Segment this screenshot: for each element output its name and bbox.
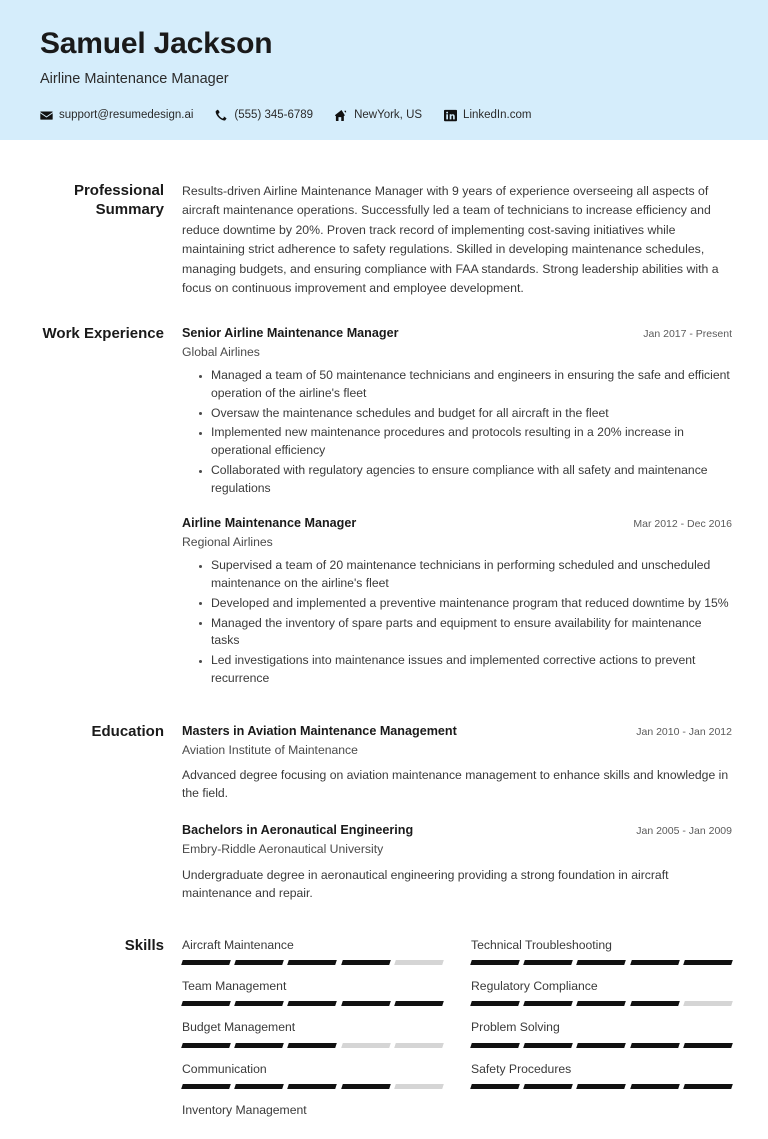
entry-title: Bachelors in Aeronautical Engineering (182, 823, 414, 838)
skill-name: Communication (182, 1061, 267, 1076)
resume-body (0, 182, 768, 1139)
skill-level-segment (181, 1043, 231, 1048)
entry-organization: Aviation Institute of Maintenance (182, 742, 358, 757)
entry-bullet: Implemented new maintenance procedures and protocols resulting in a 20% increase in operational efficiency (211, 424, 732, 460)
skill-level-segment (341, 960, 391, 965)
section-professional-summary (40, 182, 732, 299)
skill-level-segment (234, 1043, 284, 1048)
skill-level-segment (234, 1001, 284, 1006)
skill-name: Safety Procedures (471, 1061, 572, 1076)
skill-level-segment (234, 960, 284, 965)
entry-bullet: Led investigations into maintenance issues and implemented corrective actions to prevent recurrence (211, 652, 732, 688)
entry-title: Masters in Aviation Maintenance Management (182, 723, 457, 738)
phone-icon (215, 109, 228, 122)
entry-date: Mar 2012 - Dec 2016 (633, 517, 732, 530)
entry-date: Jan 2005 - Jan 2009 (636, 825, 732, 838)
skill-name: Team Management (182, 979, 287, 993)
skill-level-segment (470, 1001, 520, 1006)
skill-level-segment (470, 960, 520, 965)
skill-name: Technical Troubleshooting (471, 937, 612, 952)
skill-name: Aircraft Maintenance (182, 937, 294, 952)
section-label-summary: Professional Summary (73, 182, 164, 218)
skill-level-segment (341, 1084, 391, 1089)
work-entries (182, 325, 732, 690)
entry-bullet-list (182, 557, 732, 688)
section-education (40, 723, 732, 903)
skill-name: Inventory Management (182, 1103, 307, 1118)
skill-level-bar (182, 960, 443, 965)
skill-level-bar (182, 1084, 443, 1089)
contact-label: (555) 345-6789 (234, 109, 314, 122)
entry-bullet: Supervised a team of 20 maintenance technicians in performing scheduled and unscheduled maintenance on the airline's fleet (211, 557, 732, 593)
entry-organization: Regional Airlines (182, 534, 273, 549)
skill-level-segment (523, 1043, 573, 1048)
home-icon (335, 109, 348, 122)
skill-item (182, 1019, 443, 1060)
skill-level-segment (630, 1084, 680, 1089)
entry-title: Senior Airline Maintenance Manager (182, 325, 399, 340)
section-skills (40, 937, 732, 1139)
skill-level-bar (471, 1084, 732, 1089)
skill-level-segment (523, 1001, 573, 1006)
skill-level-bar (471, 1043, 732, 1048)
contact-item-home[interactable] (335, 109, 422, 122)
skill-item (471, 1061, 732, 1102)
skill-level-segment (683, 960, 733, 965)
skill-level-segment (394, 1084, 444, 1089)
entry-title: Airline Maintenance Manager (182, 515, 357, 530)
entry-bullet: Collaborated with regulatory agencies to ensure compliance with all safety and maintenance regulations (211, 462, 732, 498)
entry-header (182, 515, 732, 532)
summary-text: Results-driven Airline Maintenance Manager with 9 years of experience overseeing all aspects of aircraft maintenance operations. Successfully led a team of technicians to increase efficiency and reduce downtime by 20%. Proven track record of implementing cost-saving initiatives while maintaining strict adherence to safety regulations. Skilled in developing maintenance schedules, managing budgets, and ensuring compliance with FAA standards. Strong leadership abilities with a focus on continuous improvement and employee development. (182, 184, 719, 296)
education-entry (182, 822, 732, 902)
contact-item-envelope[interactable] (40, 109, 193, 122)
skill-level-segment (683, 1001, 733, 1006)
skill-level-segment (630, 960, 680, 965)
skill-item (471, 978, 732, 1019)
skill-level-segment (288, 960, 338, 965)
education-entries (182, 723, 732, 903)
education-entry (182, 723, 732, 803)
entry-bullet: Managed a team of 50 maintenance technicians and engineers in ensuring the safe and efficient operation of the airline's fleet (211, 367, 732, 403)
section-label-education: Education (91, 722, 164, 740)
skill-item (182, 1102, 443, 1138)
entry-header (182, 822, 732, 839)
skill-level-bar (471, 960, 732, 965)
work-entry (182, 515, 732, 688)
entry-description: Undergraduate degree in aeronautical engineering providing a strong foundation in aircraft maintenance and repair. (182, 867, 669, 900)
skill-level-segment (683, 1084, 733, 1089)
contact-item-linkedin[interactable] (444, 109, 531, 122)
skill-level-segment (470, 1043, 520, 1048)
entry-organization: Global Airlines (182, 344, 260, 359)
envelope-icon (40, 109, 53, 122)
skill-name: Regulatory Compliance (471, 979, 598, 993)
section-work-experience (40, 325, 732, 690)
skill-level-segment (630, 1043, 680, 1048)
skill-item (182, 1061, 443, 1102)
skill-level-segment (630, 1001, 680, 1006)
skill-level-segment (288, 1001, 338, 1006)
skill-level-segment (577, 1043, 627, 1048)
contact-label: LinkedIn.com (463, 109, 532, 122)
skill-level-segment (181, 1001, 231, 1006)
entry-header (182, 325, 732, 342)
linkedin-icon (444, 109, 457, 122)
skill-level-segment (181, 960, 231, 965)
skill-level-segment (577, 1084, 627, 1089)
skill-level-segment (341, 1043, 391, 1048)
entry-header (182, 723, 732, 740)
entry-bullet-list (182, 367, 732, 498)
skill-level-segment (288, 1043, 338, 1048)
skill-level-segment (394, 1043, 444, 1048)
entry-bullet: Managed the inventory of spare parts and equipment to ensure availability for maintenance tasks (211, 615, 732, 651)
contact-row (40, 109, 732, 122)
contact-label: NewYork, US (354, 109, 423, 122)
skill-level-segment (577, 960, 627, 965)
skill-level-segment (523, 1084, 573, 1089)
skill-level-segment (523, 960, 573, 965)
skills-grid (182, 937, 732, 1139)
skill-level-segment (341, 1001, 391, 1006)
contact-item-phone[interactable] (215, 109, 313, 122)
entry-bullet: Developed and implemented a preventive maintenance program that reduced downtime by 15% (211, 595, 732, 613)
skill-item (182, 978, 443, 1019)
skill-name: Problem Solving (471, 1020, 560, 1035)
skill-level-segment (181, 1084, 231, 1089)
entry-organization: Embry-Riddle Aeronautical University (182, 842, 384, 857)
section-label-work: Work Experience (42, 324, 164, 342)
summary-content (182, 182, 732, 299)
skill-level-bar (182, 1001, 443, 1006)
contact-label: support@resumedesign.ai (59, 109, 194, 122)
skill-level-segment (288, 1084, 338, 1089)
skill-level-segment (394, 1001, 444, 1006)
skill-item (471, 937, 732, 978)
skill-level-segment (683, 1043, 733, 1048)
resume-header (0, 0, 768, 140)
skills-content (182, 937, 732, 1139)
skill-level-segment (470, 1084, 520, 1089)
skill-level-bar (182, 1043, 443, 1048)
skill-level-segment (394, 960, 444, 965)
entry-date: Jan 2017 - Present (643, 327, 732, 340)
skill-level-bar (471, 1001, 732, 1006)
entry-description: Advanced degree focusing on aviation maintenance management to enhance skills and knowledge in the field. (182, 768, 729, 801)
skill-level-segment (234, 1084, 284, 1089)
entry-date: Jan 2010 - Jan 2012 (636, 725, 732, 738)
skill-level-segment (577, 1001, 627, 1006)
header-job-title: Airline Maintenance Manager (40, 71, 229, 87)
section-label-skills: Skills (124, 936, 164, 954)
entry-bullet: Oversaw the maintenance schedules and budget for all aircraft in the fleet (211, 405, 732, 423)
skill-item (182, 937, 443, 978)
work-entry (182, 325, 732, 498)
skill-item (471, 1019, 732, 1060)
skill-name: Budget Management (182, 1020, 296, 1035)
page-title: Samuel Jackson (40, 27, 273, 60)
